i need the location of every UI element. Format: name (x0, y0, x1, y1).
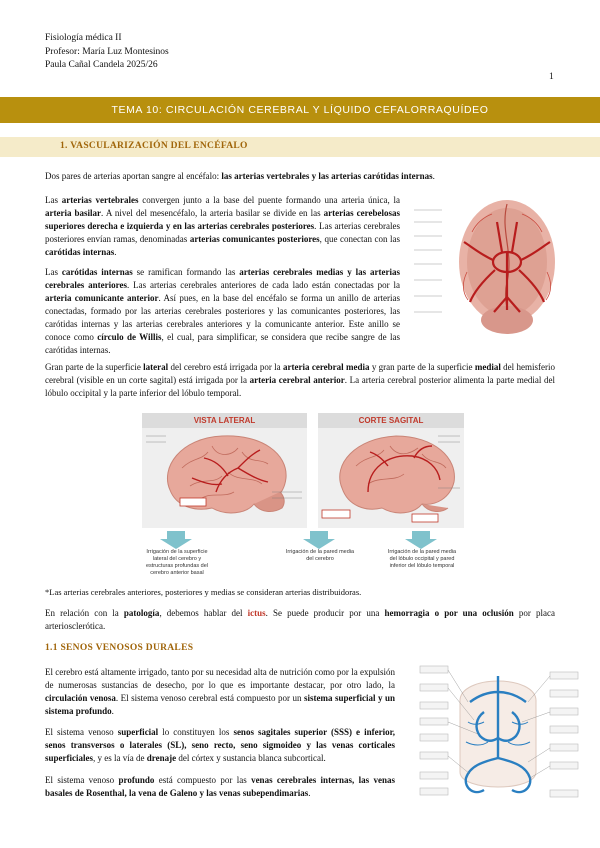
paragraph-text: . El sistema venoso cerebral está compuesto por un (115, 693, 304, 703)
page-number: 1 (549, 72, 554, 82)
emphasis-text: circulación venosa (45, 693, 116, 703)
paragraph-carotidas (45, 266, 400, 357)
emphasis-text: hemorragia o por una oclusión (384, 608, 514, 618)
paragraph-text: . (114, 247, 117, 257)
paragraph-text: El sistema venoso (45, 775, 119, 785)
emphasis-text: arterias comunicantes posteriores (189, 234, 320, 244)
emphasis-text: drenaje (146, 753, 177, 763)
emphasis-text: arteria comunicante anterior (45, 293, 159, 303)
emphasis-text: arteria cerebral media (283, 362, 370, 372)
paragraph-text: Gran parte de la superficie (45, 362, 144, 372)
document-header (45, 32, 169, 73)
emphasis-text: carótidas internas (45, 247, 115, 257)
page-title: TEMA 10: CIRCULACIÓN CEREBRAL Y LÍQUIDO CEFALORRAQUÍDEO (111, 104, 489, 116)
paragraph-text: Dos pares de arterias aportan sangre al encéfalo: (45, 171, 222, 181)
paragraph-text: lo constituyen los (158, 727, 234, 737)
paragraph-text: . Se puede producir por una (265, 608, 385, 618)
emphasis-text: venas cerebrales internas, las venas basales de Rosenthal, la vena de Galeno y las venas subependimarias (45, 775, 395, 798)
panel-right-title: CORTE SAGITAL (358, 416, 424, 425)
brain-illustrations (142, 428, 464, 528)
paragraph-sistema-superficial (45, 726, 395, 765)
dural-venous-sinuses-image (418, 662, 580, 802)
paragraph-text: del hemisferio cerebral (visible en un corte sagital) está irrigada por la (45, 362, 556, 385)
emphasis-text: sistema superficial y un sistema profundo (45, 693, 395, 716)
professor-line: Profesor: María Luz Montesinos (45, 46, 169, 57)
emphasis-text: medial (474, 362, 501, 372)
emphasis-text: lateral (143, 362, 169, 372)
paragraph-text: , debemos hablar del (159, 608, 248, 618)
paragraph-text: . (308, 788, 311, 798)
paragraph-text: Las (45, 195, 62, 205)
emphasis-text: superficial (117, 727, 159, 737)
section-heading: 1. VASCULARIZACIÓN DEL ENCÉFALO (60, 141, 248, 151)
irrigation-arrows (142, 531, 464, 549)
emphasis-text: círculo de Willis (97, 332, 162, 342)
paragraph-text: . Así pues, en la base del encéfalo se forma un anillo de arterias conectadas, formado por las arterias cerebrales posteriores y las comunicantes posteriores, las carótidas internas y las arterias cerebrales anteriores y la comunicante anterior. Este anillo se conoce como (45, 293, 400, 342)
emphasis-text: arteria basilar (45, 208, 102, 218)
paragraph-text: convergen junto a la base del puente formando una arteria única, la (138, 195, 400, 205)
paragraph-text: . Las arterias cerebrales anteriores de cada lado están conectadas por la (127, 280, 400, 290)
paragraph-text: está compuesto por las (154, 775, 252, 785)
emphasis-text: patología (123, 608, 160, 618)
paragraph-text: El sistema venoso (45, 727, 118, 737)
paragraph-text: En relación con la (45, 608, 124, 618)
paragraph-patologia (45, 607, 555, 633)
paragraph-text: se ramifican formando las (132, 267, 240, 277)
emphasis-text: carótidas internas (61, 267, 133, 277)
cerebral-irrigation-figure (142, 413, 464, 585)
footnote: *Las arterias cerebrales anteriores, posteriores y medias se consideran arterias distribuidoras. (45, 587, 362, 597)
author-line: Paula Cañal Candela 2025/26 (45, 60, 158, 70)
paragraph-superficie (45, 361, 555, 400)
paragraph-text: por placa arteriosclerótica. (45, 608, 555, 631)
emphasis-text: las arterias vertebrales y las arterias carótidas internas (221, 171, 433, 181)
emphasis-text: senos sagitales superior (SSS) e inferior, senos transversos o laterales (SL), seno recto, seno sigmoideo y las venas corticales superficiales (45, 727, 395, 763)
subsection-heading: 1.1 SENOS VENOSOS DURALES (45, 643, 194, 653)
paragraph-text: . La arteria cerebral posterior alimenta la parte medial del lóbulo occipital y la parte inferior del lóbulo temporal. (45, 375, 555, 398)
emphasis-text: arterias cerebelosas superiores derecha e izquierda y en las arterias cerebrales posteriores (45, 208, 400, 231)
paragraph-text: y gran parte de la superficie (369, 362, 475, 372)
paragraph-text: Las (45, 267, 62, 277)
emphasis-text: ictus (247, 608, 266, 618)
caption-lateral: Irrigación de la superficie lateral del cerebro y estructuras profundas del cerebro anterior basal (145, 549, 209, 576)
paragraph-text: . (111, 706, 114, 716)
paragraph-circulacion-venosa (45, 666, 395, 718)
emphasis-text: arterias cerebrales medias y las arterias cerebrales anteriores (45, 267, 400, 290)
paragraph-text: del cerebro está irrigada por la (168, 362, 284, 372)
paragraph-text: . Las arterias cerebrales posteriores envían ramas, denominadas (45, 221, 400, 244)
paragraph-vertebrales (45, 194, 400, 259)
caption-occipital: Irrigación de la pared media del lóbulo occipital y pared inferior del lóbulo temporal (387, 549, 457, 569)
paragraph-text: . A nivel del mesencéfalo, la arteria basilar se divide en las (101, 208, 324, 218)
paragraph-text: del córtex y sustancia blanca subcortical. (176, 753, 326, 763)
paragraph-text: , y es la vía de (93, 753, 147, 763)
intro-paragraph (45, 170, 555, 183)
caption-medial: Irrigación de la pared media del cerebro (285, 549, 355, 562)
course-name: Fisiología médica II (45, 33, 122, 43)
panel-left-title: VISTA LATERAL (193, 416, 256, 425)
paragraph-text: , el cual, para simplificar, se considera que recibe sangre de las carótidas internas. (45, 332, 401, 355)
paragraph-sistema-profundo (45, 774, 395, 800)
paragraph-text: , que conectan con las (319, 234, 400, 244)
paragraph-text: . (432, 171, 435, 181)
emphasis-text: arteria cerebral anterior (249, 375, 345, 385)
paragraph-text: El cerebro está altamente irrigado, tanto por su necesidad alta de nutrición como por la expulsión de numerosas sustancias de desecho, por lo que es importante destacar, por otro lado, la (45, 667, 395, 690)
emphasis-text: profundo (118, 775, 155, 785)
brain-base-arteries-image (412, 192, 562, 342)
emphasis-text: arterias vertebrales (61, 195, 139, 205)
